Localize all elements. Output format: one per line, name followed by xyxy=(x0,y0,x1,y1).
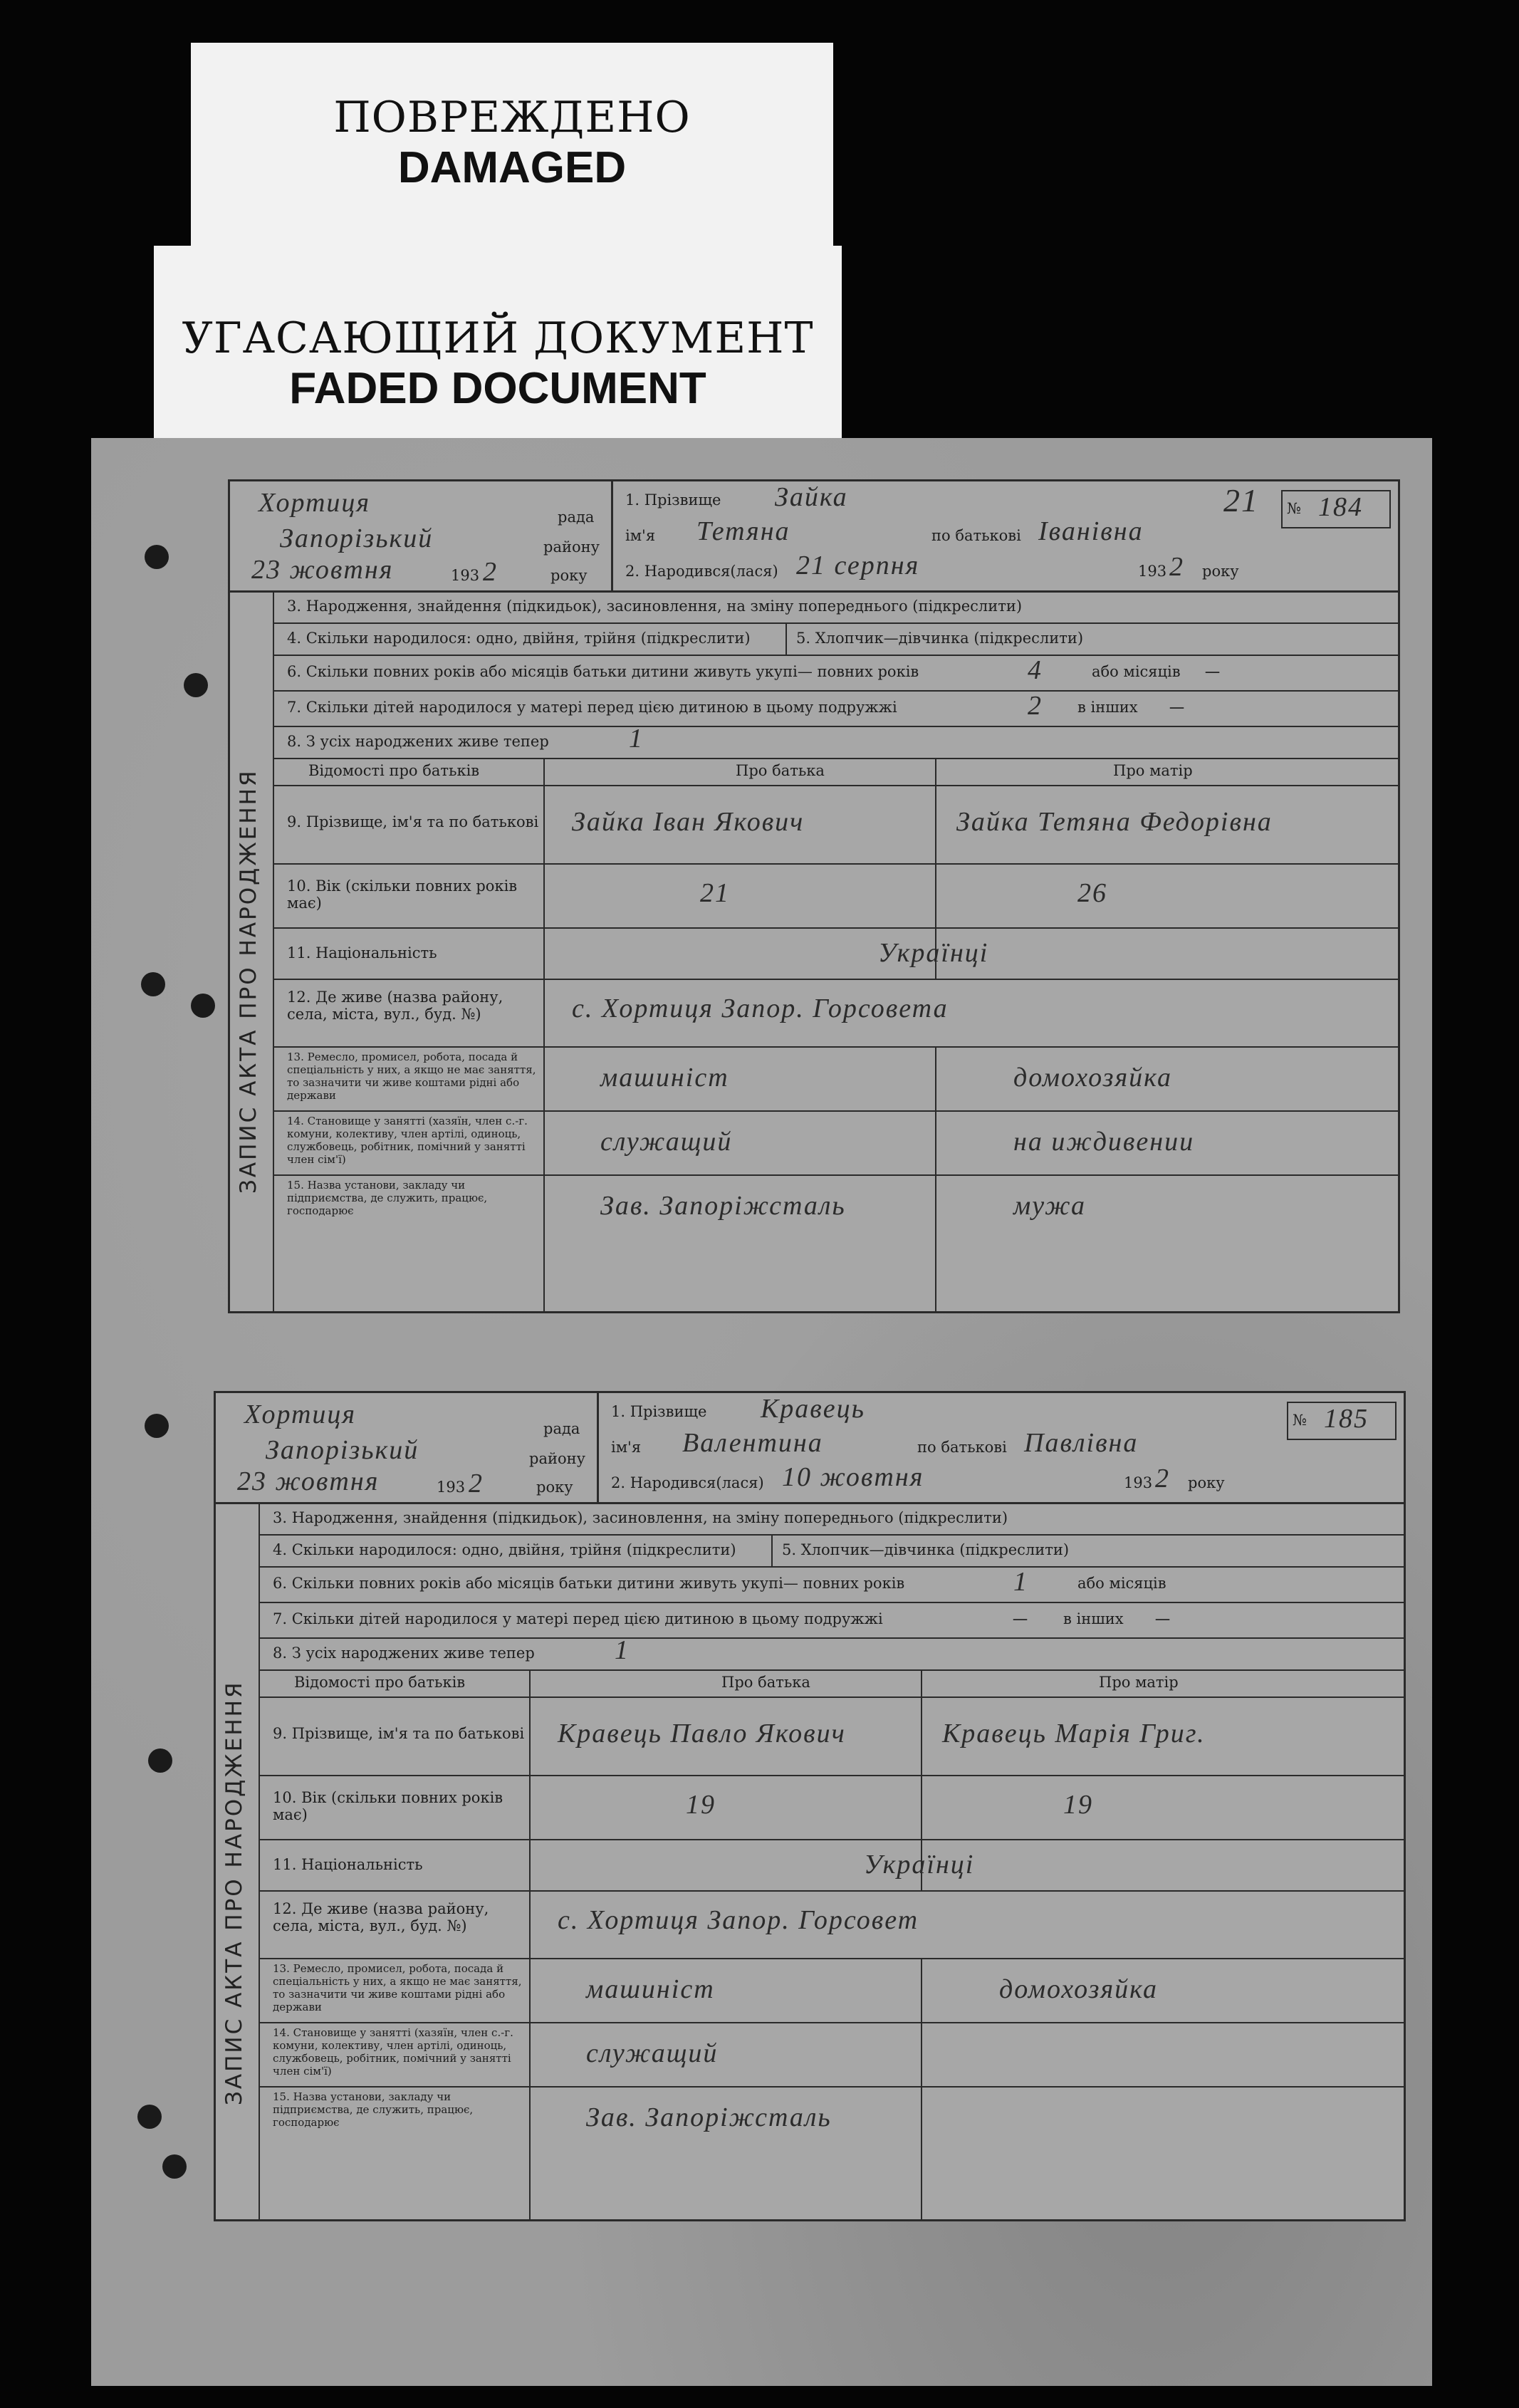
row-6 xyxy=(259,1566,1404,1603)
hand-surname: Кравець xyxy=(761,1394,865,1424)
row-14 xyxy=(273,1110,1398,1176)
r12-label: 12. Де живе (назва району, села, міста, вул., буд. №) xyxy=(273,1900,489,1934)
punch-hole xyxy=(162,2154,187,2179)
row-7 xyxy=(259,1602,1404,1639)
row-13 xyxy=(259,1958,1404,2023)
mother-age: 19 xyxy=(1063,1790,1093,1820)
born-label: 2. Народився(лася) xyxy=(625,563,778,580)
surname-label: 1. Прізвище xyxy=(625,491,721,509)
father-occupation: машиніст xyxy=(600,1063,729,1093)
row7-label: 7. Скільки дітей народилося у матері перед цією дитиною в цьому подружжі xyxy=(287,699,897,716)
row-9 xyxy=(273,785,1398,865)
row-10 xyxy=(273,863,1398,929)
hand-year-digit: 2 xyxy=(469,1469,484,1499)
name-label: ім'я xyxy=(625,527,656,544)
r12-label: 12. Де живе (назва району, села, міста, вул., буд. №) xyxy=(287,989,503,1023)
mother-status: на иждивении xyxy=(1013,1127,1195,1157)
raion-label: району xyxy=(543,538,600,556)
row-4-5 xyxy=(273,622,1398,656)
record-number-box xyxy=(1287,1402,1397,1440)
row4-label: 4. Скільки народилося: одно, двійня, трійня (підкреслити) xyxy=(273,1541,736,1558)
punch-hole xyxy=(141,972,165,996)
r13-label: 13. Ремесло, промисел, робота, посада й спеціальність у них, а якщо не має заняття, то зазначити чи живе коштами рідні або держави xyxy=(287,1051,536,1102)
hand-row7-other: – xyxy=(1156,1602,1171,1632)
mother-name: Зайка Тетяна Федорівна xyxy=(956,807,1273,837)
row-6 xyxy=(273,655,1398,692)
vertical-record-title: ЗАПИС АКТА ПРО НАРОДЖЕННЯ xyxy=(236,768,261,1194)
parents-header-row xyxy=(259,1669,1404,1698)
faded-label-card xyxy=(154,246,842,452)
hand-row8: 1 xyxy=(615,1635,630,1665)
r13-label: 13. Ремесло, промисел, робота, посада й спеціальність у них, а якщо не має заняття, то зазначити чи живе коштами рідні або держави xyxy=(273,1962,522,2013)
r15-label: 15. Назва установи, закладу чи підприємства, де служить, працює, господарює xyxy=(273,2090,474,2129)
row6-label: 6. Скільки повних років або місяців батьки дитини живуть укупі— повних років xyxy=(273,1575,905,1592)
row-3 xyxy=(259,1502,1404,1536)
mother-header: Про матір xyxy=(1113,762,1193,779)
damaged-label-card xyxy=(191,43,833,264)
mother-workplace: мужа xyxy=(1013,1191,1087,1221)
hand-row7: – xyxy=(1013,1602,1028,1632)
row5-label: 5. Хлопчик—дівчинка (підкреслити) xyxy=(796,630,1084,647)
row4-label: 4. Скільки народилося: одно, двійня, трійня (підкреслити) xyxy=(287,630,751,647)
row6b-label: або місяців xyxy=(1077,1575,1166,1592)
number-sign: № xyxy=(1287,500,1301,517)
row-8 xyxy=(259,1637,1404,1671)
punch-hole xyxy=(145,1414,169,1438)
born-year-prefix: 193 xyxy=(1138,563,1167,580)
patronymic-label: по батькові xyxy=(917,1439,1007,1456)
father-status: служащий xyxy=(586,2038,719,2068)
roku-label: року xyxy=(536,1479,573,1496)
r10-label: 10. Вік (скільки повних років має) xyxy=(287,877,518,912)
r15-label: 15. Назва установи, закладу чи підприємства, де служить, працює, господарює xyxy=(287,1179,488,1217)
patronymic-label: по батькові xyxy=(931,527,1021,544)
row-12 xyxy=(273,979,1398,1048)
hand-date: 23 жовтня xyxy=(237,1466,380,1496)
punch-hole xyxy=(137,2105,162,2129)
hand-record-number: 185 xyxy=(1324,1404,1369,1434)
row3-label: 3. Народження, знайдення (підкидьок), засиновлення, на зміну попереднього (підкреслити) xyxy=(273,1509,1008,1526)
row5-label: 5. Хлопчик—дівчинка (підкреслити) xyxy=(782,1541,1070,1558)
born-roku-label: року xyxy=(1202,563,1239,580)
hand-born: 10 жовтня xyxy=(782,1462,924,1492)
r9-label: 9. Прізвище, ім'я та по батькові xyxy=(287,813,539,830)
father-name: Зайка Іван Якович xyxy=(572,807,805,837)
parents-header: Відомості про батьків xyxy=(308,762,480,779)
r11-label: 11. Національність xyxy=(273,1856,423,1873)
hand-raion: Запорізький xyxy=(266,1435,419,1465)
header-child-block xyxy=(597,1393,1404,1504)
damaged-label-ru: ПОВРЕЖДЕНО xyxy=(333,93,691,142)
hand-row6-years: 1 xyxy=(1013,1567,1028,1597)
hand-row7-other: – xyxy=(1170,691,1185,721)
hand-rada: Хортиця xyxy=(244,1400,357,1429)
hand-year-digit: 2 xyxy=(483,557,498,587)
father-occupation: машиніст xyxy=(586,1974,715,2004)
hand-born: 21 серпня xyxy=(796,551,920,580)
header-registry-block xyxy=(230,481,613,593)
mother-occupation: домохозяйка xyxy=(999,1974,1159,2004)
hand-row7: 2 xyxy=(1028,691,1043,721)
row8-label: 8. З усіх народжених живе тепер xyxy=(273,1645,535,1662)
hand-born-year-digit: 2 xyxy=(1169,552,1184,582)
faded-label-ru: УГАСАЮЩИЙ ДОКУМЕНТ xyxy=(182,313,814,363)
mother-occupation: домохозяйка xyxy=(1013,1063,1173,1093)
hand-row6-months: – xyxy=(1206,655,1221,685)
document-page xyxy=(91,438,1432,2386)
record-number-box xyxy=(1281,490,1391,528)
father-header: Про батька xyxy=(736,762,825,779)
born-roku-label: року xyxy=(1188,1474,1225,1491)
year-prefix: 193 xyxy=(437,1479,466,1496)
hand-date: 23 жовтня xyxy=(251,555,394,585)
damaged-label-en: DAMAGED xyxy=(397,143,627,192)
row-9 xyxy=(259,1696,1404,1776)
hand-name: Валентина xyxy=(682,1428,823,1458)
roku-label: року xyxy=(550,567,588,584)
hand-patronymic: Павлівна xyxy=(1024,1428,1139,1458)
residence: с. Хортиця Запор. Горсовета xyxy=(572,994,949,1023)
row4-divider xyxy=(771,1534,773,1566)
r11-label: 11. Національність xyxy=(287,944,437,961)
row-10 xyxy=(259,1775,1404,1840)
father-age: 21 xyxy=(700,878,730,908)
number-sign: № xyxy=(1293,1412,1307,1429)
row-14 xyxy=(259,2022,1404,2088)
row4-divider xyxy=(785,622,787,655)
father-workplace: Зав. Запоріжсталь xyxy=(586,2102,832,2132)
born-year-prefix: 193 xyxy=(1124,1474,1153,1491)
hand-corner-number: 21 xyxy=(1223,482,1259,518)
hand-rada: Хортиця xyxy=(259,488,371,518)
hand-born-year-digit: 2 xyxy=(1155,1464,1170,1494)
row7b-label: в інших xyxy=(1063,1610,1124,1627)
hand-record-number: 184 xyxy=(1318,492,1363,522)
year-prefix: 193 xyxy=(451,567,480,584)
birth-record-1 xyxy=(228,479,1400,1313)
hand-raion: Запорізький xyxy=(280,523,434,553)
vertical-record-title: ЗАПИС АКТА ПРО НАРОДЖЕННЯ xyxy=(221,1680,247,2105)
row-12 xyxy=(259,1890,1404,1959)
hand-row6-years: 4 xyxy=(1028,655,1043,685)
row6b-label: або місяців xyxy=(1092,663,1181,680)
parents-header-row xyxy=(273,758,1398,786)
header-child-block xyxy=(611,481,1398,593)
rada-label: рада xyxy=(543,1420,580,1437)
faded-label-en: FADED DOCUMENT xyxy=(289,364,706,413)
row7b-label: в інших xyxy=(1077,699,1138,716)
hand-surname: Зайка xyxy=(775,482,848,512)
r10-label: 10. Вік (скільки повних років має) xyxy=(273,1789,503,1823)
nationality: Українці xyxy=(878,938,989,968)
father-name: Кравець Павло Якович xyxy=(558,1719,846,1748)
punch-hole xyxy=(191,994,215,1018)
row7-label: 7. Скільки дітей народилося у матері перед цією дитиною в цьому подружжі xyxy=(273,1610,883,1627)
row6-label: 6. Скільки повних років або місяців батьки дитини живуть укупі— повних років xyxy=(287,663,919,680)
hand-row8: 1 xyxy=(629,724,644,754)
residence: с. Хортиця Запор. Горсовет xyxy=(558,1905,919,1935)
mother-name: Кравець Марія Григ. xyxy=(942,1719,1206,1748)
father-header: Про батька xyxy=(721,1674,810,1691)
nationality: Українці xyxy=(864,1850,975,1880)
hand-patronymic: Іванівна xyxy=(1038,516,1144,546)
raion-label: району xyxy=(529,1450,585,1467)
punch-hole xyxy=(145,545,169,569)
row-3 xyxy=(273,590,1398,624)
father-age: 19 xyxy=(686,1790,716,1820)
row-4-5 xyxy=(259,1534,1404,1568)
punch-hole xyxy=(184,673,208,697)
header-registry-block xyxy=(216,1393,599,1504)
birth-record-2 xyxy=(214,1391,1406,2221)
row-13 xyxy=(273,1046,1398,1112)
name-label: ім'я xyxy=(611,1439,642,1456)
surname-label: 1. Прізвище xyxy=(611,1403,707,1420)
row-8 xyxy=(273,726,1398,759)
father-workplace: Зав. Запоріжсталь xyxy=(600,1191,846,1221)
row-11 xyxy=(259,1839,1404,1892)
row-7 xyxy=(273,690,1398,727)
r9-label: 9. Прізвище, ім'я та по батькові xyxy=(273,1725,525,1742)
mother-age: 26 xyxy=(1077,878,1107,908)
father-status: служащий xyxy=(600,1127,733,1157)
r14-label: 14. Становище у занятті (хазяїн, член с.-г. комуни, колективу, член артілі, одиноць, службовець, робітник, помічний у занятті член сім'ї) xyxy=(287,1115,528,1166)
mother-header: Про матір xyxy=(1099,1674,1179,1691)
row-11 xyxy=(273,927,1398,980)
parents-header: Відомості про батьків xyxy=(294,1674,466,1691)
born-label: 2. Народився(лася) xyxy=(611,1474,764,1491)
rada-label: рада xyxy=(558,509,595,526)
row-15 xyxy=(259,2086,1404,2150)
row3-label: 3. Народження, знайдення (підкидьок), засиновлення, на зміну попереднього (підкреслити) xyxy=(287,598,1023,615)
punch-hole xyxy=(148,1748,172,1773)
hand-name: Тетяна xyxy=(696,516,790,546)
r14-label: 14. Становище у занятті (хазяїн, член с.-г. комуни, колективу, член артілі, одиноць, службовець, робітник, помічний у занятті член сім'ї) xyxy=(273,2026,513,2078)
row8-label: 8. З усіх народжених живе тепер xyxy=(287,733,549,750)
row-15 xyxy=(273,1174,1398,1239)
